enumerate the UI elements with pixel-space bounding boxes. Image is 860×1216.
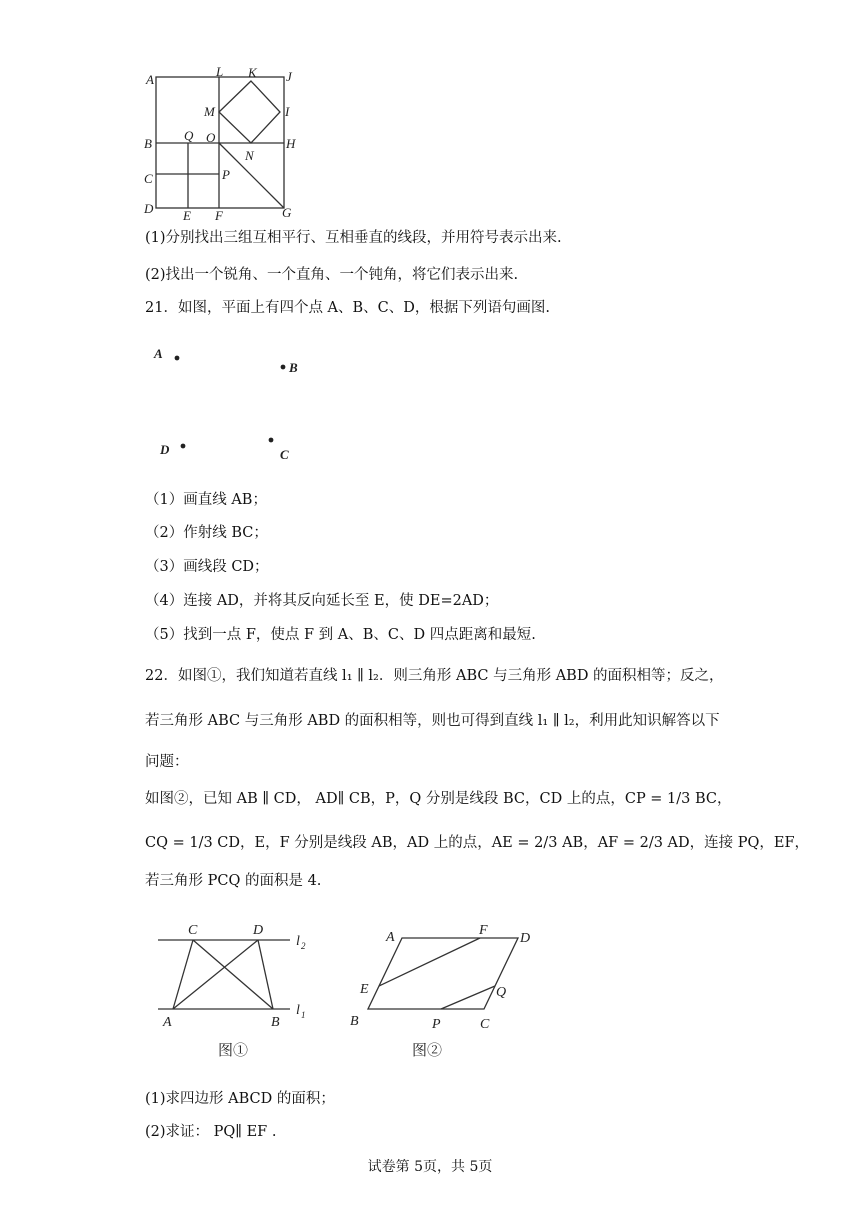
fig1-label-l2-sub: 2: [301, 941, 306, 951]
point-C: [269, 438, 274, 443]
fig2-label-P: P: [432, 1017, 441, 1032]
point-B: [281, 365, 286, 370]
fig2-label-A: A: [386, 930, 395, 945]
q21-item-2: （2）作射线 BC；: [145, 525, 268, 541]
label-Q: Q: [184, 128, 194, 143]
fig1-label-l1-sub: 1: [301, 1010, 306, 1020]
label-E: E: [183, 208, 191, 223]
label-A: A: [146, 72, 154, 87]
q22-line-3: 问题：: [145, 754, 189, 770]
point-D: [181, 444, 186, 449]
figure-q20-grid: [140, 62, 310, 224]
label-I: I: [285, 104, 290, 119]
label-L: L: [216, 64, 224, 79]
label-O: O: [206, 130, 216, 145]
label-K: K: [248, 65, 257, 80]
q21-item-3: （3）画线段 CD；: [145, 559, 269, 575]
fig2-label-F: F: [479, 923, 488, 938]
q22-ask-1: (1)求四边形 ABCD 的面积；: [145, 1091, 335, 1107]
q20-part1: (1)分别找出三组互相平行、互相垂直的线段，并用符号表示出来.: [145, 230, 562, 246]
fig1-label-A: A: [163, 1015, 172, 1030]
fig1-label-C: C: [188, 923, 198, 938]
label-J: J: [286, 69, 292, 84]
fig2-label-Q: Q: [496, 985, 507, 1000]
figure-q21-points: [150, 340, 320, 470]
fig2-label-D: D: [520, 931, 531, 946]
point-A: [175, 356, 180, 361]
fig2-label-B: B: [350, 1014, 359, 1029]
label-D: D: [144, 201, 154, 216]
fig1-label-B: B: [271, 1015, 280, 1030]
point-label-A: A: [154, 346, 163, 361]
q21-item-1: （1）画直线 AB；: [145, 492, 267, 508]
q22-line-2: 若三角形 ABC 与三角形 ABD 的面积相等，则也可得到直线 l₁ ∥ l₂，利用此知识解答以下: [145, 713, 720, 729]
label-M: M: [204, 104, 215, 119]
point-label-C: C: [280, 447, 289, 462]
grid-diagram: [140, 62, 310, 224]
q22-line-6: 若三角形 PCQ 的面积是 4.: [145, 873, 322, 889]
q22-line-4: 如图②，已知 AB ∥ CD， AD∥ CB，P，Q 分别是线段 BC，CD 上的点，CP = 1/3 BC，: [145, 791, 732, 807]
q21-item-5: （5）找到一点 F，使点 F 到 A、B、C、D 四点距离和最短.: [145, 627, 536, 643]
figure-q22-1: [150, 918, 325, 1063]
q22-line-1: 22．如图①，我们知道若直线 l₁ ∥ l₂．则三角形 ABC 与三角形 ABD 的面积相等；反之，: [145, 668, 724, 684]
parallelogram-diagram: [342, 918, 542, 1063]
page-footer: 试卷第 5页，共 5页: [367, 1159, 493, 1175]
label-H: H: [286, 136, 296, 151]
label-N: N: [245, 148, 254, 163]
fig2-caption: 图②: [412, 1043, 443, 1059]
fig2-label-C: C: [480, 1017, 490, 1032]
fig2-label-E: E: [360, 982, 369, 997]
q22-line-5: CQ = 1/3 CD，E，F 分别是线段 AB，AD 上的点，AE = 2/3 AB，AF = 2/3 AD，连接 PQ，EF，: [145, 835, 810, 851]
fig1-label-l2: l: [296, 934, 300, 949]
label-B: B: [144, 136, 152, 151]
q21-item-4: （4）连接 AD，并将其反向延长至 E，使 DE=2AD；: [145, 593, 499, 609]
q22-ask-2: (2)求证： PQ∥ EF .: [145, 1124, 277, 1140]
point-label-D: D: [160, 442, 170, 457]
q20-part2: (2)找出一个锐角、一个直角、一个钝角，将它们表示出来.: [145, 267, 519, 283]
figure-q22-2: [342, 918, 542, 1063]
label-P: P: [222, 167, 230, 182]
point-label-B: B: [289, 360, 298, 375]
four-points-diagram: [150, 340, 320, 470]
label-C: C: [144, 171, 153, 186]
q21-stem: 21．如图，平面上有四个点 A、B、C、D，根据下列语句画图.: [145, 300, 551, 316]
fig1-label-l1: l: [296, 1003, 300, 1018]
fig1-label-D: D: [253, 923, 264, 938]
label-F: F: [215, 208, 223, 223]
label-G: G: [282, 205, 292, 220]
parallel-lines-diagram: [150, 918, 325, 1063]
fig1-caption: 图①: [218, 1043, 249, 1059]
